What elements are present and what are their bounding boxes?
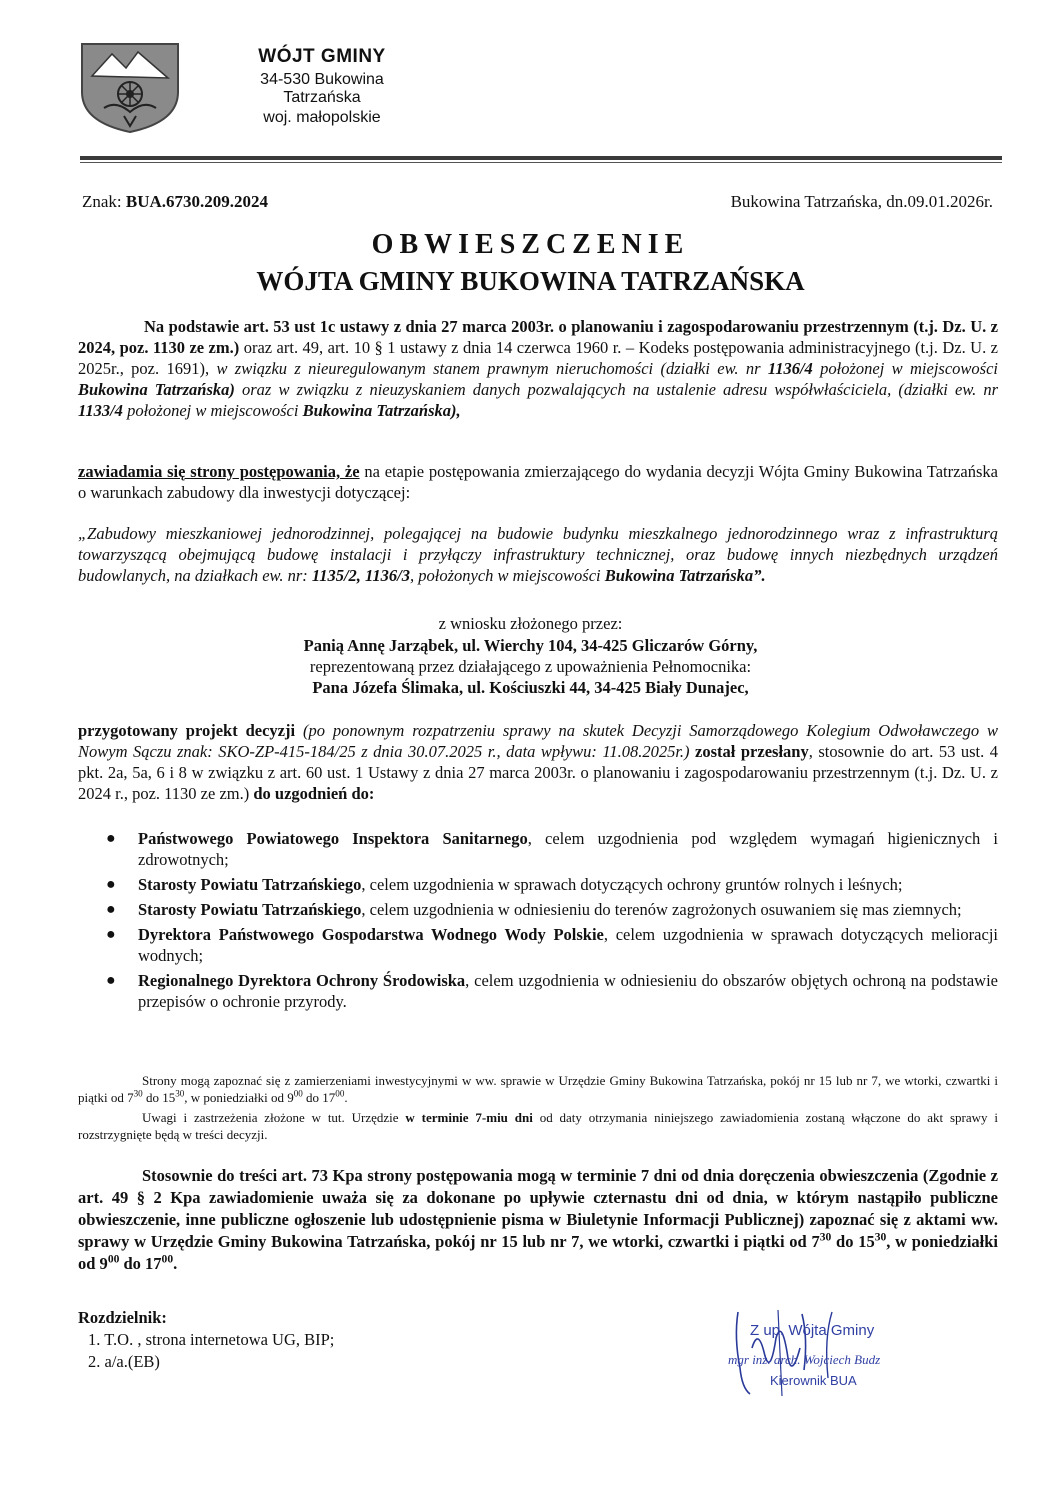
office-title: WÓJT GMINY [258, 46, 386, 67]
notice-subtitle: WÓJTA GMINY BUKOWINA TATRZAŃSKA [256, 266, 805, 296]
legal-basis-paragraph: Na podstawie art. 53 ust 1c ustawy z dnia 27 marca 2003r. o planowaniu i zagospodarowaniu przestrzennym (t.j. Dz. U. z 2024, poz. 1130 ze zm.) oraz art. 49, art. 10 § 1 ustawy z dnia 14 czerwca 1960 r. – Kodeks postępowania administracyjnego (t.j. Dz. U. z 2025r., poz. 1691), w związku z nieuregulowanym stanem prawnym nieruchomości (działki ew. nr 1136/4 położonej w miejscowości Bukowina Tatrzańska) oraz w związku z nieuzyskaniem danych pozwalających na ustalenie adresu współwłaściciela, (działki ew. nr 1133/4 położonej w miejscowości Bukowina Tatrzańska), [78, 317, 999, 420]
municipal-crest-icon [80, 42, 180, 134]
bullet-icon: ● [106, 830, 116, 847]
place-date: Bukowina Tatrzańska, dn.09.01.2026r. [730, 192, 993, 211]
list-item: ● Dyrektora Państwowego Gospodarstwa Wodnego Wody Polskie, celem uzgodnienia w sprawach dotyczących melioracji wodnych; [106, 925, 998, 965]
distribution-item: 2. a/a.(EB) [88, 1352, 160, 1371]
agreement-authorities-list [96, 828, 998, 1016]
case-reference-number: BUA.6730.209.2024 [125, 192, 269, 211]
list-item: ● Starosty Powiatu Tatrzańskiego, celem uzgodnienia w sprawach dotyczących ochrony gruntów rolnych i leśnych; [106, 875, 903, 894]
investment-description: „Zabudowy mieszkaniowej jednorodzinnej, polegającej na budowie budynku mieszkalnego jednorodzinnego wraz z infrastrukturą towarzyszącą obejmującą budowę instalacji i przyłączy infrastruktury technicznej, oraz budowę innych niezbędnych urządzeń budowlanych, na działkach ew. nr: 1135/2, 1136/3, położonych w miejscowości Bukowina Tatrzańska”. [78, 524, 998, 585]
stamp-line-position: Kierownik BUA [770, 1373, 857, 1388]
notification-paragraph: zawiadamia się strony postępowania, że na etapie postępowania zmierzającego do wydania decyzji Wójta Gminy Bukowina Tatrzańska o warunkach zabudowy dla inwestycji dotyczącej: [78, 462, 998, 502]
case-reference-label: Znak: [82, 192, 122, 211]
bullet-icon: ● [106, 901, 116, 918]
list-item: ● Regionalnego Dyrektora Ochrony Środowiska, celem uzgodnienia w odniesieniu do obszarów objętych ochroną na podstawie przepisów o ochronie przyrody. [106, 971, 998, 1011]
bullet-icon: ● [106, 972, 116, 989]
representative-intro: reprezentowaną przez działającego z upoważnienia Pełnomocnika: [309, 657, 752, 676]
signature-stamp [712, 1308, 932, 1398]
office-region: woj. małopolskie [263, 109, 381, 126]
list-item: ● Starosty Powiatu Tatrzańskiego, celem uzgodnienia w odniesieniu do terenów zagrożonych osuwaniem się mas ziemnych; [106, 900, 962, 919]
office-hours-note: Strony mogą zapoznać się z zamierzeniami inwestycyjnymi w ww. sprawie w Urzędzie Gminy Bukowina Tatrzańska, pokój nr 15 lub nr 7, we wtorki, czwartki i piątki od $7^{30}$ do $15^{30}$, w poniedziałki od $9^{00}$ do $17^{00}$. [78, 1073, 998, 1105]
bullet-icon: ● [106, 926, 116, 943]
draft-decision-paragraph: przygotowany projekt decyzji (po ponownym rozpatrzeniu sprawy na skutek Decyzji Samorządowego Kolegium Odwoławczego w Nowym Sączu znak: SKO-ZP-415-184/25 z dnia 30.07.2025 r., data wpływu: 11.08.2025r.) został przesłany, stosownie do art. 53 ust. 4 pkt. 2a, 5a, 6 i 8 w związku z art. 60 ust. 1 Ustawy z dnia 27 marca 2003r. o planowaniu i zagospodarowaniu przestrzennym (t.j. Dz. U. z 2024 r., poz. 1130 ze zm.) do uzgodnień do: [78, 721, 999, 803]
office-header [222, 46, 422, 127]
bullet-icon: ● [106, 876, 116, 893]
remarks-deadline-note: Uwagi i zastrzeżenia złożone w tut. Urzędzie w terminie 7-miu dni od daty otrzymania niniejszego zawiadomienia zostaną włączone do akt sprawy i rozstrzygnięte będą w treści decyzji. [78, 1110, 999, 1142]
header-divider-thin [80, 162, 1002, 163]
header-divider [80, 156, 1002, 160]
stamp-line-authority: Z up. Wójta Gminy [750, 1322, 875, 1339]
case-files-access-paragraph: Stosownie do treści art. 73 Kpa strony postępowania mogą w terminie 7 dni od dnia doręczenia obwieszczenia (Zgodnie z art. 49 § 2 Kpa zawiadomienie uważa się za dokonane po upływie czternastu dni od dnia, w którym nastąpiło publiczne obwieszczenie, inne publiczne ogłoszenie lub udostępnienie pisma w Biuletynie Informacji Publicznej) zapoznać się z aktami ww. sprawy w Urzędzie Gminy Bukowina Tatrzańska, pokój nr 15 lub nr 7, we wtorki, czwartki i piątki od $7^{30}$ do $15^{30}$, w poniedziałki od $9^{00}$ do $17^{00}$. [78, 1166, 998, 1273]
distribution-item: 1. T.O. , strona internetowa UG, BIP; [88, 1330, 335, 1349]
distribution-heading: Rozdzielnik: [78, 1308, 167, 1327]
representative-name: Pana Józefa Ślimaka, ul. Kościuszki 44, 34-425 Biały Dunajec, [312, 678, 749, 697]
stamp-line-name: mgr inż. arch. Wojciech Budz [728, 1352, 881, 1367]
distribution-list [78, 1307, 334, 1373]
case-reference [82, 192, 268, 212]
office-postal: 34-530 Bukowina Tatrzańska [260, 71, 384, 106]
applicant-name: Panią Annę Jarząbek, ul. Wierchy 104, 34-425 Gliczarów Górny, [303, 636, 758, 655]
notice-title: OBWIESZCZENIE [371, 229, 690, 260]
list-item: ● Państwowego Powiatowego Inspektora Sanitarnego, celem uzgodnienia pod względem wymagań higienicznych i zdrowotnych; [106, 829, 998, 869]
applicant-intro: z wniosku złożonego przez: [438, 614, 623, 633]
